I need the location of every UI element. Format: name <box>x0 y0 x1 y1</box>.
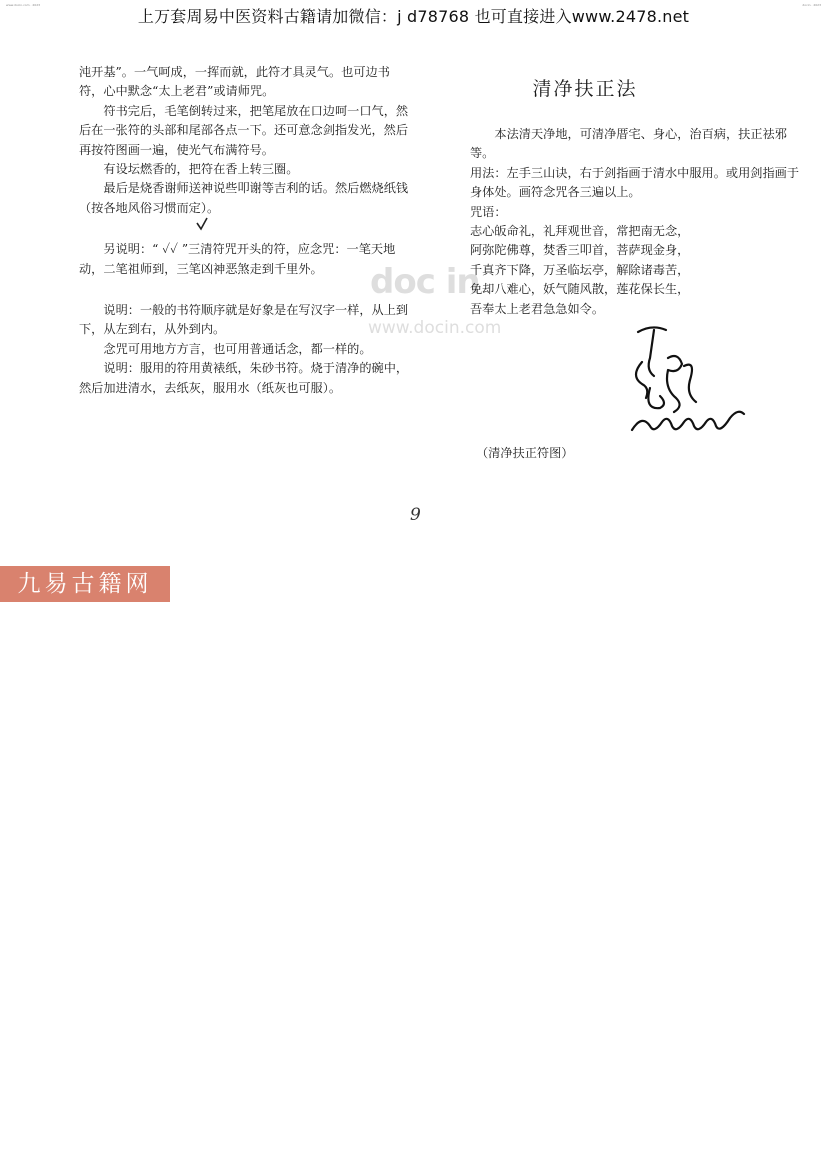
left-column <box>79 63 411 398</box>
intro-paragraph: 本法清天净地，可清净厝宅、身心，治百病，扶正祛邪等。 <box>470 127 787 161</box>
watermark-url: www.docin.com <box>368 318 502 338</box>
right-title: 清净扶正法 <box>532 78 638 100</box>
header-banner: 上万套周易中医资料古籍请加微信：j d78768 也可直接进入www.2478.net <box>137 7 690 26</box>
paragraph: 有设坛燃香的，把符在香上转三圈。 <box>103 162 299 177</box>
site-badge: 九易古籍网 <box>0 566 170 602</box>
talisman-drawing <box>620 318 750 443</box>
right-column <box>470 125 810 319</box>
usage-paragraph: 用法：左手三山诀，右于剑指画于清水中服用。或用剑指画于身体处。画符念咒各三遍以上。 <box>470 165 800 200</box>
paragraph: 说明：服用的符用黄裱纸，朱砂书符。烧于清净的碗中，然后加进清水，去纸灰，服用水（纸灰也可服）。 <box>79 361 409 395</box>
paragraph: 说明：一般的书符顺序就是好象是在写汉字一样，从上到下，从左到右，从外到内。 <box>79 303 409 337</box>
chant-line: 免却八难心，妖气随风散，莲花保长生， <box>470 282 690 297</box>
tiny-header-right: docin · 2023 <box>802 3 821 7</box>
chant-line: 志心皈命礼，礼拜观世音，常把南无念， <box>470 224 690 239</box>
tiny-header-left: www.docin.com · 2023 <box>6 3 41 7</box>
paragraph: 最后是烧香谢师送神说些叩谢等吉利的话。然后燃烧纸钱（按各地风俗习惯而定）。 <box>79 181 409 215</box>
paragraph: 另说明：“ ✓✓ ”三清符咒开头的符，应念咒：一笔天地动，二笔祖师到，三笔凶神恶煞走到千里外。 <box>79 242 396 276</box>
page-number: 9 <box>410 505 421 525</box>
chant-line: 吾奉太上老君急急如令。 <box>470 301 605 316</box>
paragraph: 沌开基”。一气呵成，一挥而就，此符才具灵气。也可边书符，心中默念“太上老君”或请师咒。 <box>79 65 390 99</box>
figure-caption: （清净扶正符图） <box>476 446 574 460</box>
check-mark-icon <box>196 217 208 231</box>
chant-line: 千真齐下降，万圣临坛亭，解除诸毒苦， <box>470 262 690 277</box>
watermark-logo: doc in <box>370 262 480 302</box>
paragraph: 符书完后，毛笔倒转过来，把笔尾放在口边呵一口气，然后在一张符的头部和尾部各点一下。还可意念剑指发光，然后再按符图画一遍，使光气布满符号。 <box>79 103 409 157</box>
chant-label: 咒语： <box>470 204 507 219</box>
paragraph: 念咒可用地方方言，也可用普通话念，都一样的。 <box>103 341 372 356</box>
chant-line: 阿弥陀佛尊，焚香三叩首，菩萨现金身， <box>470 243 690 258</box>
